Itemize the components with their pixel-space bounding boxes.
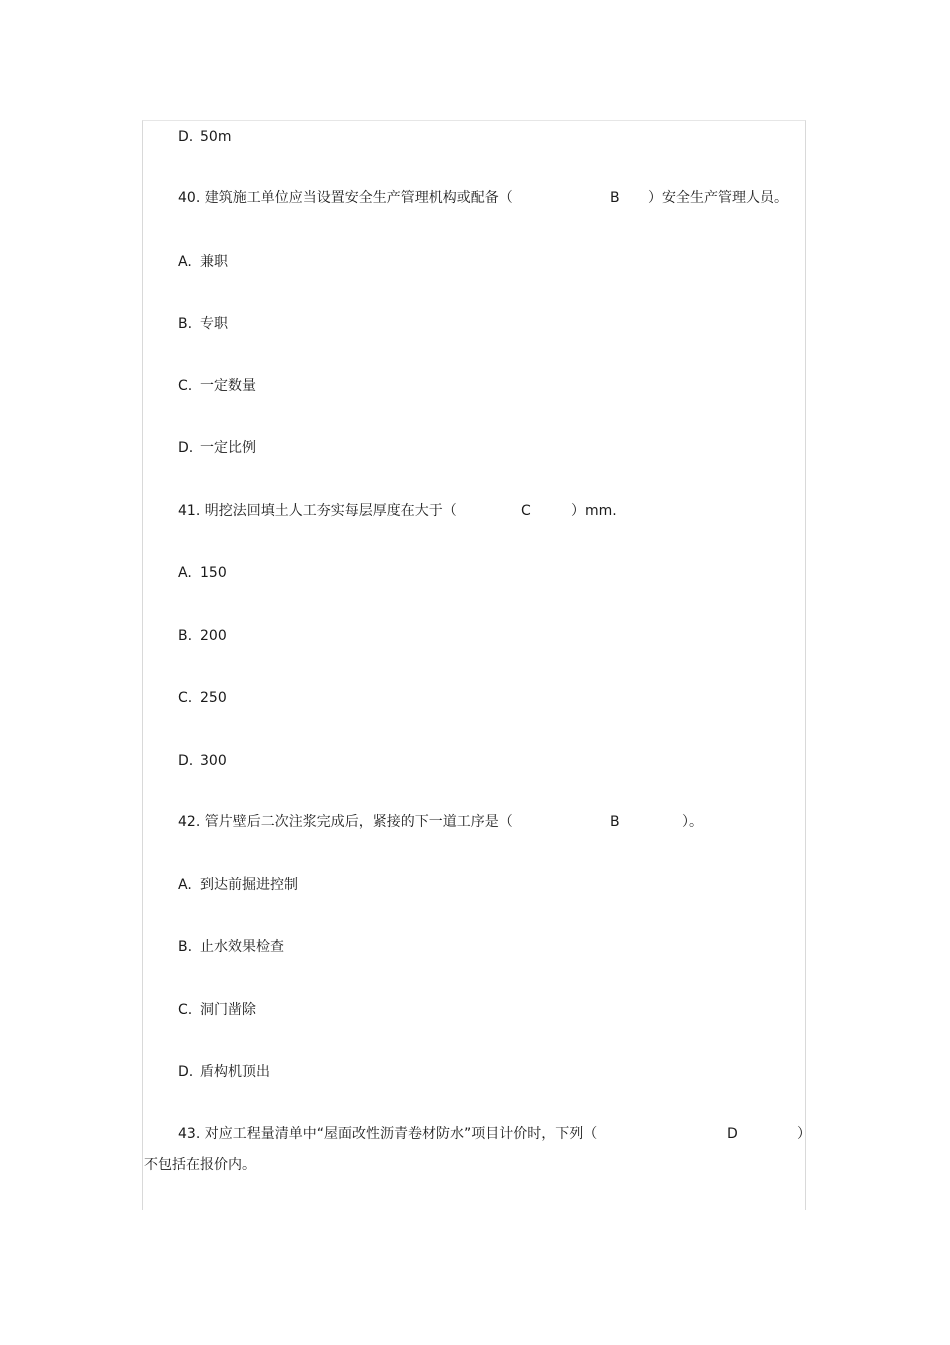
option-text: 专职	[200, 316, 228, 332]
page-frame	[142, 120, 806, 1210]
q40-stem	[178, 189, 513, 207]
q42-option-b	[178, 938, 284, 956]
q43-stem-before: 43. 对应工程量清单中“屋面改性沥青卷材防水”项目计价时，下列（	[178, 1126, 598, 1142]
q41-option-a	[178, 564, 227, 582]
q43-stem-continuation: 不包括在报价内。	[144, 1157, 256, 1173]
option-text: 盾构机顶出	[200, 1064, 270, 1080]
option-letter: C.	[178, 378, 193, 394]
q41-stem-after: ）mm.	[571, 503, 617, 519]
option-text: 250	[200, 690, 227, 706]
q41-stem	[178, 502, 457, 520]
option-text: 兼职	[200, 254, 228, 270]
option-text: 一定数量	[200, 378, 256, 394]
option-letter: C.	[178, 690, 193, 706]
q41-option-b	[178, 627, 227, 645]
q42-answer: B	[610, 814, 620, 830]
option-text: 到达前掘进控制	[200, 877, 298, 893]
q41-option-c	[178, 689, 227, 707]
q40-answer: B	[610, 190, 620, 206]
q40-option-c	[178, 377, 256, 395]
option-text: 一定比例	[200, 440, 256, 456]
option-text: 300	[200, 753, 227, 769]
option-letter: D.	[178, 129, 194, 145]
prev-option-d	[178, 128, 231, 146]
option-text: 止水效果检查	[200, 939, 284, 955]
q42-stem-after: ）。	[682, 814, 703, 830]
q42-option-d	[178, 1063, 270, 1081]
option-letter: D.	[178, 440, 194, 456]
option-letter: D.	[178, 1064, 194, 1080]
option-text: 洞门凿除	[200, 1002, 256, 1018]
q40-option-d	[178, 439, 256, 457]
q42-stem	[178, 813, 513, 831]
option-letter: A.	[178, 877, 192, 893]
option-letter: B.	[178, 939, 193, 955]
option-text: 150	[200, 565, 227, 581]
q43-stem-after: ）	[797, 1126, 811, 1142]
option-letter: B.	[178, 628, 193, 644]
option-text: 200	[200, 628, 227, 644]
q41-stem-before: 41. 明挖法回填土人工夯实每层厚度在大于（	[178, 503, 457, 519]
option-letter: A.	[178, 565, 192, 581]
option-letter: A.	[178, 254, 192, 270]
q42-option-c	[178, 1001, 256, 1019]
option-text: 50m	[200, 129, 232, 145]
q42-stem-before: 42. 管片壁后二次注浆完成后，紧接的下一道工序是（	[178, 814, 513, 830]
q41-option-d	[178, 752, 227, 770]
q40-option-a	[178, 253, 228, 271]
option-letter: C.	[178, 1002, 193, 1018]
option-letter: D.	[178, 753, 194, 769]
q42-option-a	[178, 876, 298, 894]
q40-option-b	[178, 315, 228, 333]
q43-stem	[178, 1125, 597, 1143]
q43-answer: D	[727, 1126, 738, 1142]
q40-stem-before: 40. 建筑施工单位应当设置安全生产管理机构或配备（	[178, 190, 513, 206]
q40-stem-after: ）安全生产管理人员。	[648, 190, 788, 206]
q41-answer: C	[521, 503, 531, 519]
option-letter: B.	[178, 316, 193, 332]
